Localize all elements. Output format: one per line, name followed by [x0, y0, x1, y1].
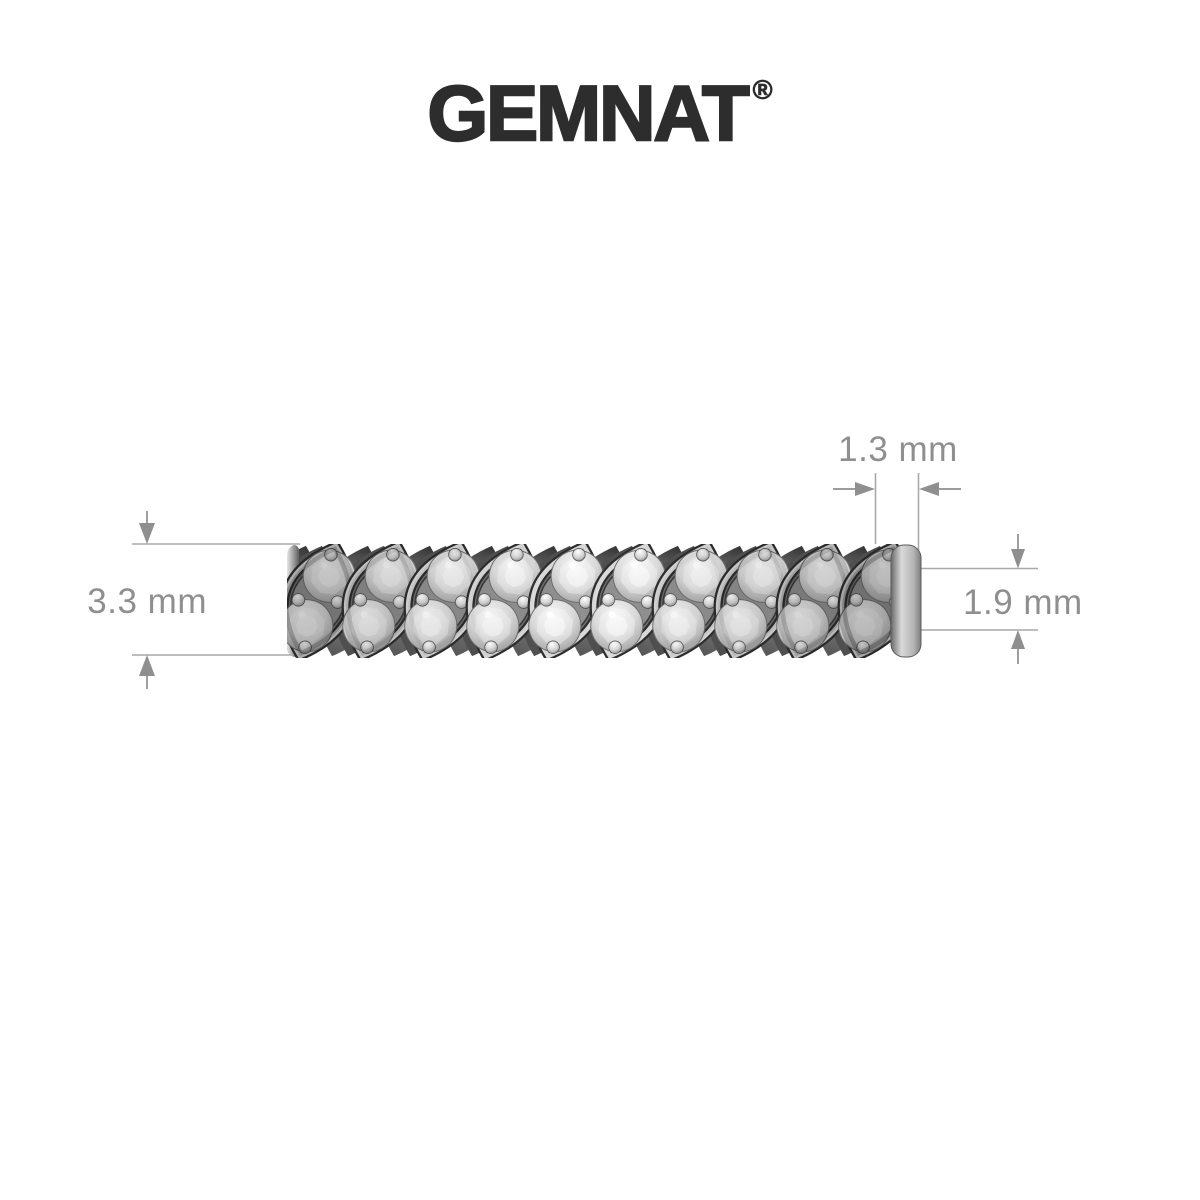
dimension-label-band-height: 3.3 mm: [87, 582, 207, 621]
registered-trademark-icon: ®: [752, 75, 773, 105]
arrow-down-icon: [139, 523, 155, 544]
dimension-edge-thickness: [920, 534, 1083, 664]
band-links: [239, 536, 926, 667]
band-right-edge: [891, 545, 921, 657]
arrow-down-icon: [1011, 549, 1025, 569]
dimension-band-height: [87, 511, 300, 689]
arrow-right-icon: [855, 482, 875, 496]
arrow-up-icon: [1011, 630, 1025, 649]
dimension-label-edge-thickness: 1.9 mm: [963, 583, 1083, 622]
arrow-up-icon: [139, 655, 155, 676]
arrow-left-icon: [919, 482, 939, 496]
brand-name: GEMNAT: [427, 69, 748, 157]
dimension-label-element-width: 1.3 mm: [838, 430, 958, 469]
ring-band-render: [239, 536, 926, 667]
